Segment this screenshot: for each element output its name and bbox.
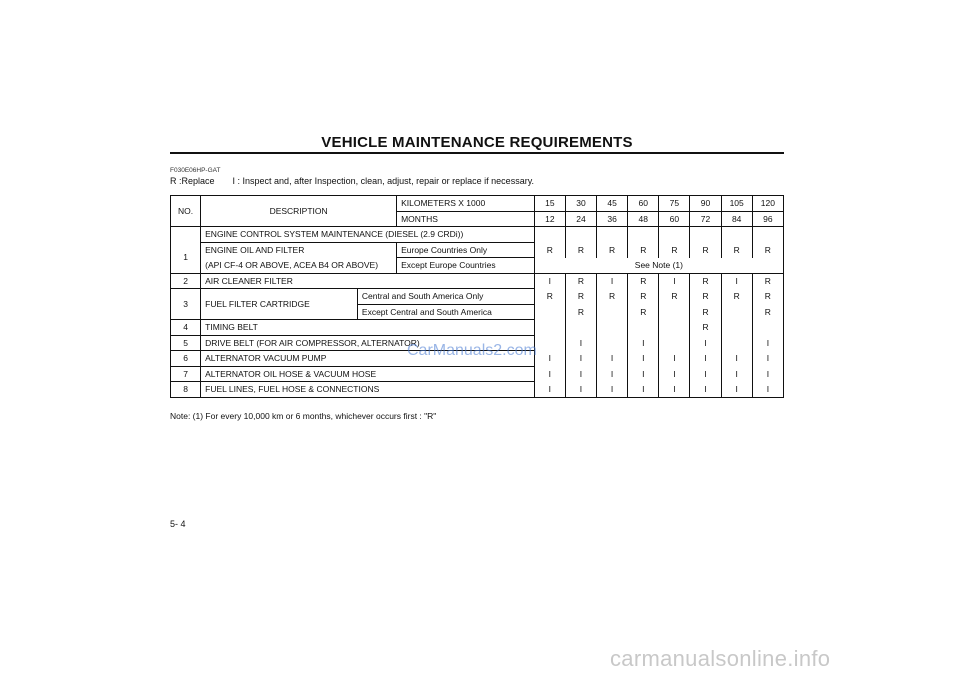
schedule-cell: I (628, 335, 659, 351)
schedule-cell (721, 320, 752, 336)
item-number: 4 (171, 320, 201, 336)
schedule-cell (565, 320, 596, 336)
section-code: F030E06HP-GAT (170, 167, 221, 174)
schedule-cell: I (628, 366, 659, 382)
month-cell: 60 (659, 211, 690, 227)
description-header: DESCRIPTION (201, 196, 397, 227)
schedule-cell: I (752, 351, 783, 367)
schedule-cell: R (752, 304, 783, 320)
header-row-km (171, 196, 784, 212)
schedule-cell: I (721, 273, 752, 289)
schedule-cell: R (628, 273, 659, 289)
schedule-cell (721, 304, 752, 320)
km-cell: 90 (690, 196, 721, 212)
item-description: ALTERNATOR OIL HOSE & VACUUM HOSE (201, 366, 535, 382)
month-cell: 96 (752, 211, 783, 227)
table-row (171, 320, 784, 336)
schedule-cell: R (565, 242, 596, 258)
schedule-cell: I (565, 351, 596, 367)
item-number: 2 (171, 273, 201, 289)
table-row (171, 258, 784, 274)
no-header: NO. (171, 196, 201, 227)
schedule-cell: I (597, 366, 628, 382)
schedule-cell: I (565, 335, 596, 351)
schedule-cell (721, 335, 752, 351)
item-number: 3 (171, 289, 201, 320)
item-condition: Except Central and South America (357, 304, 534, 320)
km-cell: 75 (659, 196, 690, 212)
schedule-cell: I (690, 335, 721, 351)
item-description: DRIVE BELT (FOR AIR COMPRESSOR, ALTERNATOR) (201, 335, 535, 351)
schedule-cell: R (534, 289, 565, 305)
month-cell: 12 (534, 211, 565, 227)
item-condition: Central and South America Only (357, 289, 534, 305)
schedule-cell: R (690, 320, 721, 336)
schedule-cell: I (659, 351, 690, 367)
schedule-cell: I (597, 273, 628, 289)
schedule-cell: I (534, 366, 565, 382)
schedule-cell: I (628, 351, 659, 367)
months-label: MONTHS (397, 211, 535, 227)
schedule-cell: I (565, 382, 596, 398)
item-number: 5 (171, 335, 201, 351)
km-label: KILOMETERS X 1000 (397, 196, 535, 212)
schedule-cell: R (534, 242, 565, 258)
item-description: ALTERNATOR VACUUM PUMP (201, 351, 535, 367)
schedule-cell (659, 320, 690, 336)
schedule-cell: I (752, 382, 783, 398)
item-condition: Europe Countries Only (397, 242, 535, 258)
schedule-cell (659, 304, 690, 320)
schedule-cell: I (659, 366, 690, 382)
item-description: TIMING BELT (201, 320, 535, 336)
schedule-cell (534, 335, 565, 351)
page-number: 5- 4 (170, 519, 186, 529)
schedule-cell: R (690, 273, 721, 289)
schedule-cell: I (659, 382, 690, 398)
footnote: Note: (1) For every 10,000 km or 6 months, whichever occurs first : "R" (170, 411, 437, 421)
page-title: VEHICLE MAINTENANCE REQUIREMENTS (321, 134, 633, 151)
schedule-cell: I (752, 366, 783, 382)
table-row (171, 273, 784, 289)
schedule-cell: I (534, 382, 565, 398)
schedule-cell: I (628, 382, 659, 398)
month-cell: 84 (721, 211, 752, 227)
item-number: 6 (171, 351, 201, 367)
schedule-cell: R (659, 242, 690, 258)
schedule-cell: I (534, 351, 565, 367)
schedule-cell: R (628, 304, 659, 320)
schedule-cell: I (597, 382, 628, 398)
schedule-cell: R (690, 289, 721, 305)
schedule-cell: R (565, 289, 596, 305)
schedule-cell: I (690, 382, 721, 398)
schedule-cell (597, 304, 628, 320)
month-cell: 36 (597, 211, 628, 227)
schedule-cell: R (659, 289, 690, 305)
schedule-cell: R (597, 242, 628, 258)
km-cell: 120 (752, 196, 783, 212)
schedule-cell: R (690, 242, 721, 258)
item-description-detail: (API CF-4 OR ABOVE, ACEA B4 OR ABOVE) (201, 258, 397, 274)
schedule-cell: R (565, 273, 596, 289)
item-number: 8 (171, 382, 201, 398)
schedule-cell: R (752, 273, 783, 289)
legend-replace: R :Replace (170, 176, 215, 186)
schedule-cell: I (597, 351, 628, 367)
schedule-cell: I (721, 382, 752, 398)
item-number: 7 (171, 366, 201, 382)
schedule-cell: I (534, 273, 565, 289)
item-description: FUEL LINES, FUEL HOSE & CONNECTIONS (201, 382, 535, 398)
item-condition: Except Europe Countries (397, 258, 535, 274)
table-row (171, 366, 784, 382)
table-row (171, 289, 784, 305)
title-rule (170, 152, 784, 154)
see-note-cell: See Note (1) (534, 258, 783, 274)
km-cell: 30 (565, 196, 596, 212)
schedule-cell: R (752, 289, 783, 305)
item-description: AIR CLEANER FILTER (201, 273, 535, 289)
schedule-cell: R (565, 304, 596, 320)
schedule-cell: R (597, 289, 628, 305)
item-description: FUEL FILTER CARTRIDGE (201, 289, 358, 320)
watermark-footer: carmanualsonline.info (610, 646, 831, 671)
schedule-cell: R (721, 289, 752, 305)
schedule-cell: R (690, 304, 721, 320)
month-cell: 48 (628, 211, 659, 227)
schedule-cell: R (752, 242, 783, 258)
section-title-row (171, 227, 784, 243)
km-cell: 45 (597, 196, 628, 212)
schedule-cell: I (690, 366, 721, 382)
maintenance-table (170, 195, 784, 398)
schedule-cell: R (628, 242, 659, 258)
schedule-cell (597, 335, 628, 351)
schedule-cell: I (565, 366, 596, 382)
schedule-cell: R (628, 289, 659, 305)
watermark-overlay: CarManuals2.com (407, 342, 537, 359)
schedule-cell: I (721, 351, 752, 367)
item-number: 1 (171, 242, 201, 273)
schedule-cell: I (752, 335, 783, 351)
schedule-cell: I (659, 273, 690, 289)
schedule-cell (597, 320, 628, 336)
item-description: ENGINE OIL AND FILTER (201, 242, 397, 258)
schedule-cell: R (721, 242, 752, 258)
legend (170, 176, 534, 186)
km-cell: 60 (628, 196, 659, 212)
schedule-cell (534, 320, 565, 336)
schedule-cell (752, 320, 783, 336)
table-row (171, 382, 784, 398)
table-row (171, 242, 784, 258)
schedule-cell: I (690, 351, 721, 367)
month-cell: 72 (690, 211, 721, 227)
month-cell: 24 (565, 211, 596, 227)
schedule-cell (628, 320, 659, 336)
section-title: ENGINE CONTROL SYSTEM MAINTENANCE (DIESEL (2.9 CRDi)) (201, 227, 535, 243)
schedule-cell (534, 304, 565, 320)
km-cell: 105 (721, 196, 752, 212)
schedule-cell (659, 335, 690, 351)
km-cell: 15 (534, 196, 565, 212)
schedule-cell: I (721, 366, 752, 382)
legend-inspect: I : Inspect and, after Inspection, clean, adjust, repair or replace if necessary. (232, 176, 535, 186)
